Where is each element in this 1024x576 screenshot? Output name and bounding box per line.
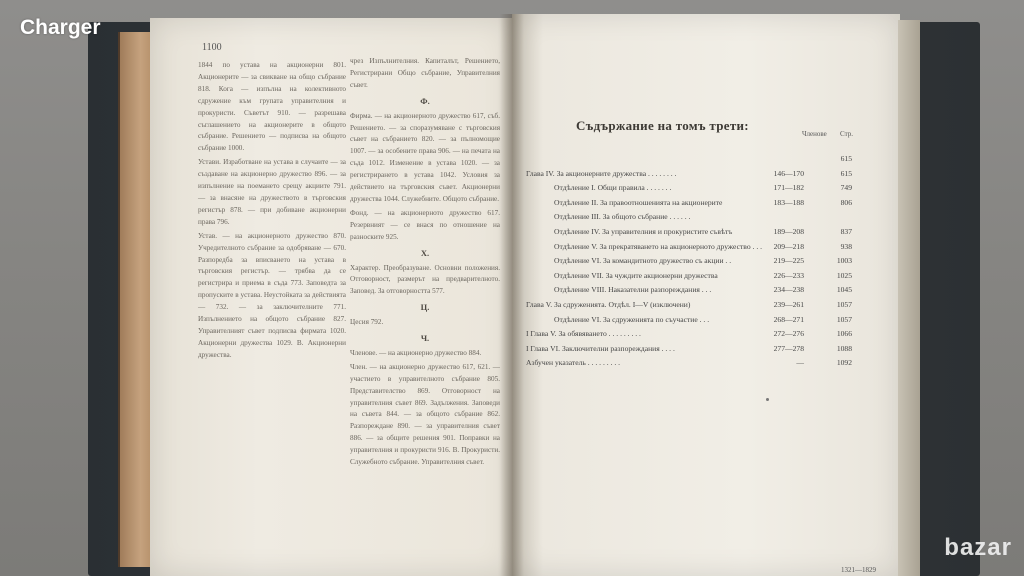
index-entry: Членове. — на акционерно дружество 884. [350,348,482,357]
right-page [512,14,900,576]
toc-row [526,256,852,271]
toc-label: Отдѣление I. Общи правила . . . . . . . [554,183,672,193]
toc-row [526,329,852,344]
left-page [150,18,512,576]
toc-page: 806 [840,197,852,207]
toc-range: 219—225 [773,256,804,266]
index-letter: Ц. [420,302,430,313]
toc-row [526,271,852,286]
page-number: 1100 [202,42,222,53]
toc-range: 234—238 [773,285,804,295]
table-of-contents [526,154,852,373]
toc-row [526,358,852,373]
toc-row [526,315,852,330]
index-entry: Цесия 792. [350,318,384,327]
toc-range: 146—170 [773,168,804,178]
index-column-1 [198,60,346,364]
toc-page: 1003 [836,256,852,266]
logo: bazar [944,534,1012,561]
index-letter: Ф. [420,95,430,106]
toc-range: 189—208 [773,226,804,236]
ink-mark [766,398,769,401]
toc-label: Отдѣление II. За правоотношенията на акционерите [554,197,723,207]
toc-label: I Глава V. За обявяването . . . . . . . . . [526,329,641,339]
page-block-edge [118,32,154,567]
index-letter: Ч. [420,333,430,344]
toc-row [526,300,852,315]
toc-range: 226—233 [773,270,804,280]
toc-page: 1057 [836,314,852,324]
toc-page: 1092 [836,358,852,368]
toc-range: 209—218 [773,241,804,251]
toc-row [526,242,852,257]
toc-page: 1066 [836,329,852,339]
toc-row [526,198,852,213]
toc-label: Отдѣление VII. За чуждите акционерни дружества [554,270,718,280]
toc-page: 837 [840,226,852,236]
toc-label: Отдѣление VI. За сдруженията по съучастие . . . [554,314,710,324]
toc-page: 749 [840,183,852,193]
toc-page: 938 [840,241,852,251]
index-entry: Фирма. — на акционерното дружество 617, съб. Решението. — за споразумяване с търговския съвет на събранието 820. — за пълномощие 1007. — за особените права 906. — на печата на съда 1012. Изменение в устава 1020. — за регистрирането в устава 1042. Условия за действието на търговския съвет. Акционерни дружества 1044. Служебните. Общото събрание. [350,111,500,203]
toc-range: — [796,358,804,368]
index-entry: Характер. Преобразуване. Основни положения. Отговорност, размерът на предварителното. Заповед. За отговорността 577. [350,263,500,296]
toc-page: 1025 [836,270,852,280]
index-entry: 1844 по устава на акционерни 801. Акционерите — за свикване на общо събрание 818. Кога — изпълна на колективното сдружение към групата управителния и прокуристи. Съветът 910. — разрешава съглашението на акционерите в общото събрание. Решението — подписва на общото събрание 1000. [198,61,346,153]
toc-label: Отдѣление III. За общото събрание . . . . . . [554,212,691,222]
index-entry: Устав. — на акционерното дружество 870. Учредителното събрание за одобряване — 670. Разпоредба за вписването на устава в търговския регистър. — трябва да се регистрира и приема в съда 773. Заповедта за пропуските в устава. Неустойката за действията — 732. — за заключителните 771. Изпълнението на общото събрание 827. Управителният съвет подписва фирмата 1020. Акционерни дружества 1029. В. Акционерни дружества. [198,231,346,359]
book-gutter [500,14,524,576]
toc-header-pages: Стр. [840,130,853,138]
index-letter: Х. [420,247,430,258]
watermark-text: Charger [20,16,101,39]
toc-row [526,227,852,242]
toc-page: 615 [840,168,852,178]
toc-page: 1045 [836,285,852,295]
toc-page: 615 [840,154,852,163]
toc-row [526,183,852,198]
toc-label: I Глава VI. Заключителни разпореждания . . . . [526,343,675,353]
index-entry: Фонд. — на акционерното дружество 617. Резервният — се внася по отношение на разноските 925. [350,208,500,241]
toc-label: Отдѣление VIII. Наказателни разпореждания . . . [554,285,712,295]
index-column-2 [350,56,500,471]
toc-range: 239—261 [773,299,804,309]
toc-label: Глава V. За сдруженията. Отдѣл. I—V (изключени) [526,299,691,309]
toc-label: Отдѣление VI. За командитното дружество съ акции . . [554,256,732,266]
toc-range: 272—276 [773,329,804,339]
toc-page: 1088 [836,343,852,353]
index-entry: чрез Изпълнителния. Капиталът, Решението, Регистрирани Общо събрание, Управителния съвет. [350,57,500,89]
toc-title: Съдържание на томъ трети: [576,118,749,133]
page-footer: 1321—1829 [841,566,876,574]
toc-row [526,212,852,227]
toc-label: Отдѣление V. За прекратяването на акционерното дружество . . . [554,241,763,251]
toc-row [526,169,852,184]
toc-header-members: Членове [802,130,827,138]
toc-range: 277—278 [773,343,804,353]
index-entry: Устави. Изработване на устава в случаите — за създаване на акционерно дружество 896. — за изпълнение на поемането срещу акциите 791. — за внасяне на дружеството в търговския регистър 878. — при добиване акционерни права 796. [198,158,346,226]
toc-label: Азбучен указатель . . . . . . . . . [526,358,621,368]
toc-range: 171—182 [773,183,804,193]
toc-label: Отдѣление IV. За управителния и прокуристите съвѣтъ [554,226,733,236]
toc-label: Глава IV. За акционерните дружества . . . . . . . . [526,168,677,178]
toc-row [526,344,852,359]
index-entry: Член. — на акционерно дружество 617, 621. — участието в управителното събрание 805. Представителство 869. Отговорност на управителния съвет 869. Задължения. Заповеди на съвета 844. — за общото събрание 862. Разпореждане 890. — за управителния съвет 886. — за общите решения 901. Поправки на управителния и прокуристи 916. В. Прокуристи. Служебното събрание. Управителния съвет. [350,362,500,467]
toc-page: 1057 [836,299,852,309]
page-block-edge-right [898,20,920,576]
toc-row [526,285,852,300]
toc-row [526,154,852,169]
toc-range: 183—188 [773,197,804,207]
toc-range: 268—271 [773,314,804,324]
